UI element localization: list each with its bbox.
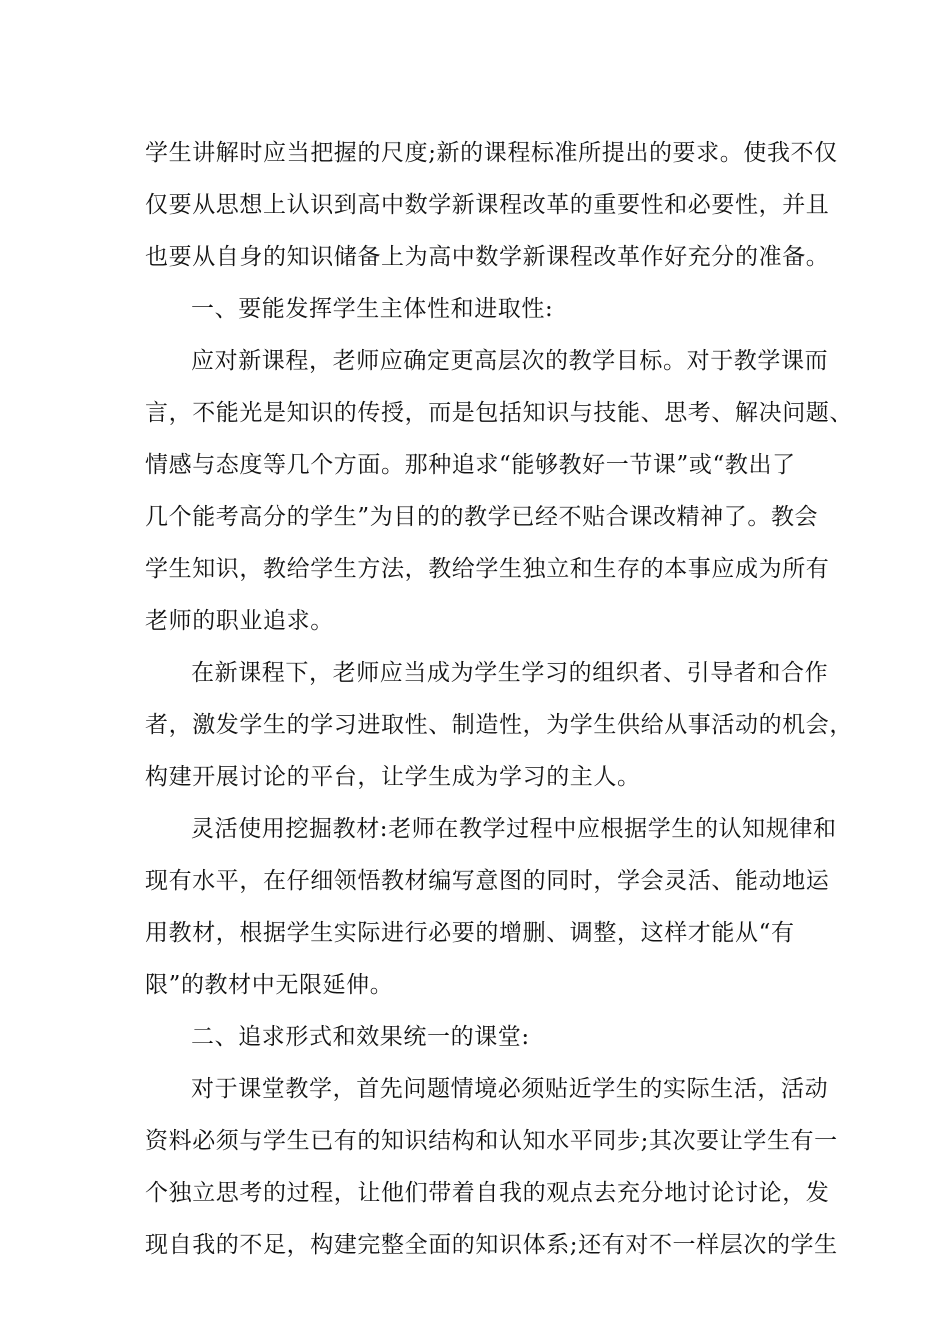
text-line: 学生知识，教给学生方法，教给学生独立和生存的本事应成为所有 xyxy=(145,556,830,582)
text-line: 用教材，根据学生实际进行必要的增删、调整，这样才能从“有 xyxy=(145,920,795,946)
body-text xyxy=(145,127,853,1271)
text-line: 也要从自身的知识储备上为高中数学新课程改革作好充分的准备。 xyxy=(145,244,830,270)
text-line: 对于课堂教学，首先问题情境必须贴近学生的实际生活，活动 xyxy=(191,1076,829,1102)
section-heading: 二、追求形式和效果统一的课堂: xyxy=(191,1024,530,1050)
text-line: 老师的职业追求。 xyxy=(145,608,334,634)
text-line: 在新课程下，老师应当成为学生学习的组织者、引导者和合作 xyxy=(191,660,829,686)
text-line: 应对新课程，老师应确定更高层次的教学目标。对于教学课而 xyxy=(191,348,829,374)
text-line: 个独立思考的过程，让他们带着自我的观点去充分地讨论讨论，发 xyxy=(145,1180,830,1206)
text-line: 限”的教材中无限延伸。 xyxy=(145,972,394,998)
text-line: 学生讲解时应当把握的尺度;新的课程标准所提出的要求。使我不仅 xyxy=(145,140,838,166)
text-line: 现自我的不足，构建完整全面的知识体系;还有对不一样层次的学生 xyxy=(145,1232,838,1258)
text-line: 几个能考高分的学生”为目的的教学已经不贴合课改精神了。教会 xyxy=(145,504,819,530)
text-line: 灵活使用挖掘教材:老师在教学过程中应根据学生的认知规律和 xyxy=(191,816,837,842)
text-line: 现有水平，在仔细领悟教材编写意图的同时，学会灵活、能动地运 xyxy=(145,868,830,894)
text-line: 言，不能光是知识的传授，而是包括知识与技能、思考、解决问题、 xyxy=(145,400,853,426)
section-heading: 一、要能发挥学生主体性和进取性: xyxy=(191,296,554,322)
text-line: 仅要从思想上认识到高中数学新课程改革的重要性和必要性，并且 xyxy=(145,192,830,218)
text-line: 情感与态度等几个方面。那种追求“能够教好一节课”或“教出了 xyxy=(145,452,796,478)
text-line: 资料必须与学生已有的知识结构和认知水平同步;其次要让学生有一 xyxy=(145,1128,838,1154)
text-line: 构建开展讨论的平台，让学生成为学习的主人。 xyxy=(145,764,641,790)
text-line: 者，激发学生的学习进取性、制造性，为学生供给从事活动的机会， xyxy=(145,712,853,738)
